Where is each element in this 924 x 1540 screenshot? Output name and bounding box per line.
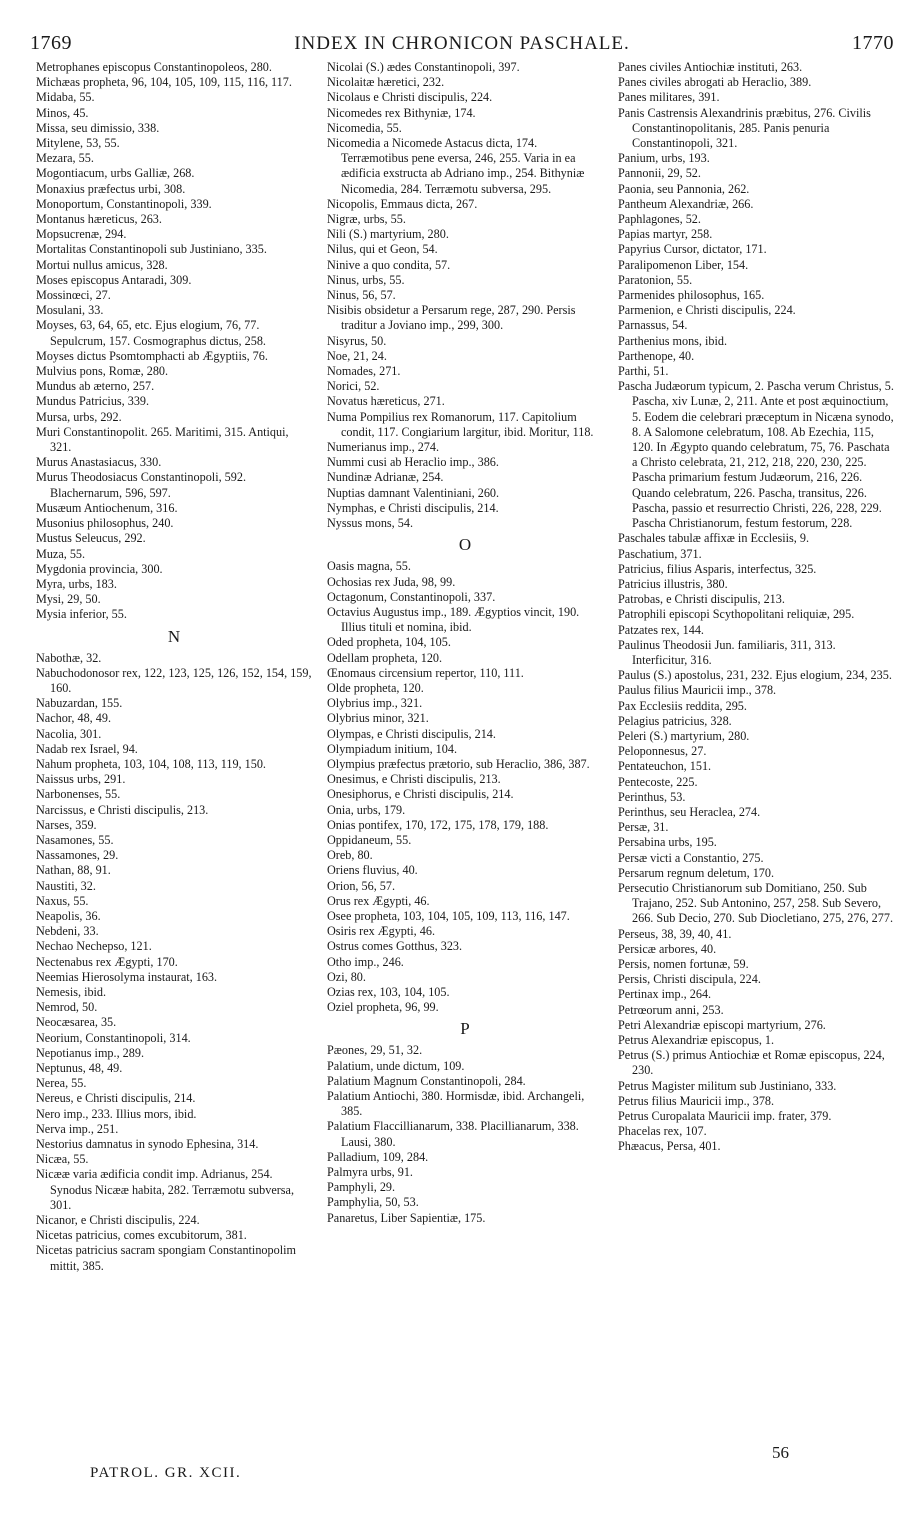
- index-entry: Neptunus, 48, 49.: [36, 1061, 123, 1075]
- index-entry: Olybrius imp., 321.: [327, 696, 423, 711]
- index-entry: Nicanor, e Christi discipulis, 224.: [36, 1213, 200, 1228]
- index-entry: Mortalitas Constantinopoli sub Justiniano, 335.: [36, 242, 267, 257]
- index-entry: Persicæ arbores, 40.: [618, 941, 717, 956]
- index-column-1: [36, 60, 312, 1460]
- index-entry: Mygdonia provincia, 300.: [36, 561, 163, 576]
- index-entry: Nicetas patricius sacram spongiam Constantinopolim mittit, 385.: [36, 1243, 296, 1273]
- index-entry: Narcissus, e Christi discipulis, 213.: [36, 802, 209, 817]
- index-entry: Mortui nullus amicus, 328.: [36, 257, 168, 272]
- index-entry: Ninus, 56, 57.: [327, 288, 396, 303]
- index-entry: Orus rex Ægypti, 46.: [327, 893, 430, 908]
- index-entry: Mursa, urbs, 292.: [36, 409, 122, 424]
- index-entry: Onias pontifex, 170, 172, 175, 178, 179, 188.: [327, 817, 549, 832]
- index-entry: Naustiti, 32.: [36, 878, 96, 893]
- index-entry: Papias martyr, 258.: [618, 227, 713, 242]
- index-entry: Naissus urbs, 291.: [36, 772, 126, 787]
- index-entry: Parmenion, e Christi discipulis, 224.: [618, 303, 796, 318]
- index-entry: Oriens fluvius, 40.: [327, 863, 418, 878]
- index-entry: Pax Ecclesiis reddita, 295.: [618, 698, 747, 713]
- index-entry: Nassamones, 29.: [36, 848, 119, 863]
- index-entry: Perinthus, 53.: [618, 789, 686, 804]
- index-entry: Peleri (S.) martyrium, 280.: [618, 728, 750, 743]
- index-entry: Pascha Judæorum typicum, 2. Pascha verum Christus, 5. Pascha, xiv Lunæ, 2, 211. Ante et post æquinoctium, 5. Eodem die celebrari præceptum in Nicæna synodo, 8. A Salomone celebratum, 108. Ab Ezechia, 115, 120. In Ægypto quando celebratum, 75, 76. Paschata a Christo celebrata, 21, 212, 218, 220, 230, 225. Pascha primarium festum Judæorum, 216, 226. Quando celebratum, 226. Pascha, transitus, 226. Pascha, passio et resurrectio Christi, 226, 228, 229. Pascha Christianorum, festum festorum, 228.: [618, 379, 894, 531]
- index-entry: Nisibis obsidetur a Persarum rege, 287, 290. Persis traditur a Joviano imp., 299, 300.: [327, 303, 576, 333]
- index-entry: Parthenius mons, ibid.: [618, 333, 728, 348]
- index-entry: Nicolaitæ hæretici, 232.: [327, 75, 445, 90]
- index-entry: Nicææ varia ædificia condit imp. Adrianus, 254. Synodus Nicææ habita, 282. Terræmotu subversa, 301.: [36, 1167, 295, 1212]
- index-entry: Pamphylia, 50, 53.: [327, 1195, 419, 1210]
- index-entry: Neorium, Constantinopoli, 314.: [36, 1030, 191, 1045]
- index-entry: Persæ victi a Constantio, 275.: [618, 850, 764, 865]
- page-title: INDEX IN CHRONICON PASCHALE.: [294, 33, 630, 54]
- index-entry: Neapolis, 36.: [36, 908, 101, 923]
- index-entry: Numerianus imp., 274.: [327, 440, 440, 455]
- index-entry: Nabothæ, 32.: [36, 650, 102, 665]
- index-entry: Perinthus, seu Heraclea, 274.: [618, 804, 761, 819]
- index-entry: Metrophanes episcopus Constantinopoleos, 280.: [36, 60, 272, 74]
- index-entry: Murus Anastasiacus, 330.: [36, 455, 162, 470]
- index-entry: Palatium, unde dictum, 109.: [327, 1058, 465, 1073]
- index-entry: Nyssus mons, 54.: [327, 516, 414, 531]
- index-entry: Oreb, 80.: [327, 848, 373, 863]
- index-entry: Paulus filius Mauricii imp., 378.: [618, 683, 777, 698]
- index-entry: Paratonion, 55.: [618, 272, 693, 287]
- index-entry: Nerea, 55.: [36, 1076, 87, 1091]
- index-entry: Pentateuchon, 151.: [618, 759, 712, 774]
- volume-footer: PATROL. GR. XCII.: [90, 1465, 242, 1481]
- page-number: 56: [772, 1443, 789, 1462]
- index-columns: [36, 60, 894, 1460]
- index-entry: Onia, urbs, 179.: [327, 802, 406, 817]
- index-column-2: [327, 60, 603, 1460]
- index-entry: Mitylene, 53, 55.: [36, 136, 120, 151]
- index-entry: Persarum regnum deletum, 170.: [618, 865, 775, 880]
- index-entry: Nerva imp., 251.: [36, 1121, 119, 1136]
- index-entry: Nomades, 271.: [327, 364, 401, 379]
- index-column-3: [618, 60, 894, 1460]
- index-entry: Paphlagones, 52.: [618, 212, 701, 227]
- index-entry: Oziel propheta, 96, 99.: [327, 1000, 439, 1015]
- index-entry: Nicomedes rex Bithyniæ, 174.: [327, 105, 476, 120]
- left-column-number: 1769: [30, 32, 72, 54]
- section-letter: N: [167, 626, 181, 646]
- index-entry: Nabuchodonosor rex, 122, 123, 125, 126, 152, 154, 159, 160.: [36, 665, 312, 695]
- index-entry: Ozias rex, 103, 104, 105.: [327, 984, 450, 999]
- index-entry: Ninive a quo condita, 57.: [327, 257, 451, 272]
- index-entry: Palmyra urbs, 91.: [327, 1165, 413, 1180]
- index-entry: Nuptias damnant Valentiniani, 260.: [327, 485, 500, 500]
- index-entry: Moses episcopus Antaradi, 309.: [36, 272, 192, 287]
- index-entry: Paulinus Theodosii Jun. familiaris, 311, 313. Interficitur, 316.: [618, 637, 836, 667]
- index-entry: Orion, 56, 57.: [327, 878, 396, 893]
- index-entry: Mogontiacum, urbs Galliæ, 268.: [36, 166, 195, 181]
- index-entry: Nilus, qui et Geon, 54.: [327, 242, 438, 257]
- index-entry: Patricius illustris, 380.: [618, 576, 728, 591]
- index-entry: Montanus hæreticus, 263.: [36, 212, 162, 227]
- index-entry: Olympius præfectus prætorio, sub Heraclio, 386, 387.: [327, 756, 590, 771]
- index-entry: Petrus Curopalata Mauricii imp. frater, 379.: [618, 1109, 832, 1124]
- section-letter: O: [458, 535, 472, 555]
- index-entry: Neemias Hierosolyma instaurat, 163.: [36, 969, 218, 984]
- index-entry: Nicomedia a Nicomede Astacus dicta, 174. Terræmotibus pene eversa, 246, 255. Varia in ea ædificia exstructa ab Adriano imp., 254. Bithyniæ Nicomedia, 284. Terræmotu subversa, 295.: [327, 136, 585, 196]
- index-entry: Petrus Alexandriæ episcopus, 1.: [618, 1033, 775, 1047]
- index-entry: Pamphyli, 29.: [327, 1180, 396, 1195]
- index-entry: Nemesis, ibid.: [36, 984, 107, 999]
- index-entry: Parmenides philosophus, 165.: [618, 288, 765, 303]
- index-entry: Olde propheta, 120.: [327, 680, 424, 695]
- index-entry: Onesimus, e Christi discipulis, 213.: [327, 772, 501, 787]
- index-entry: Nigræ, urbs, 55.: [327, 212, 406, 227]
- index-entry: Patzates rex, 144.: [618, 622, 704, 637]
- index-entry: Peloponnesus, 27.: [618, 744, 707, 759]
- page-header: [30, 32, 894, 56]
- index-entry: Nicolaus e Christi discipulis, 224.: [327, 90, 493, 105]
- index-entry: Moyses dictus Psomtomphacti ab Ægyptiis, 76.: [36, 348, 268, 363]
- index-entry: Pentecoste, 225.: [618, 774, 698, 789]
- index-entry: Norici, 52.: [327, 379, 380, 394]
- index-entry: Nicopolis, Emmaus dicta, 267.: [327, 196, 478, 211]
- index-entry: Odellam propheta, 120.: [327, 650, 443, 665]
- index-entry: Mysia inferior, 55.: [36, 607, 127, 622]
- index-entry: Palatium Flaccillianarum, 338. Placillianarum, 338. Lausi, 380.: [327, 1119, 579, 1149]
- index-entry: Mossinœci, 27.: [36, 288, 111, 303]
- index-entry: Nundinæ Adrianæ, 254.: [327, 470, 444, 485]
- index-entry: Ninus, urbs, 55.: [327, 272, 405, 287]
- index-entry: Olybrius minor, 321.: [327, 711, 429, 726]
- index-entry: Narses, 359.: [36, 817, 97, 832]
- index-entry: Olympiadum initium, 104.: [327, 741, 457, 756]
- index-entry: Monaxius præfectus urbi, 308.: [36, 181, 186, 196]
- index-entry: Pannonii, 29, 52.: [618, 166, 701, 181]
- index-entry: Nasamones, 55.: [36, 832, 114, 847]
- index-entry: Petrœorum anni, 253.: [618, 1002, 724, 1017]
- index-entry: Nicolai (S.) ædes Constantinopoli, 397.: [327, 60, 520, 74]
- index-entry: Ochosias rex Juda, 98, 99.: [327, 574, 456, 589]
- index-entry: Otho imp., 246.: [327, 954, 404, 969]
- index-entry: Phacelas rex, 107.: [618, 1124, 707, 1139]
- index-entry: Oded propheta, 104, 105.: [327, 635, 451, 650]
- index-entry: Octavius Augustus imp., 189. Ægyptios vincit, 190. Illius tituli et nomina, ibid.: [327, 604, 580, 635]
- index-entry: Palatium Antiochi, 380. Hormisdæ, ibid. Archangeli, 385.: [327, 1089, 585, 1119]
- index-entry: Nathan, 88, 91.: [36, 863, 111, 878]
- index-entry: Mundus Patricius, 339.: [36, 394, 150, 409]
- index-entry: Nymphas, e Christi discipulis, 214.: [327, 500, 499, 515]
- index-entry: Phæacus, Persa, 401.: [618, 1139, 721, 1154]
- index-entry: Paralipomenon Liber, 154.: [618, 257, 749, 272]
- index-entry: Patrobas, e Christi discipulis, 213.: [618, 592, 785, 607]
- index-entry: Paschatium, 371.: [618, 546, 702, 561]
- index-entry: Noe, 21, 24.: [327, 348, 387, 363]
- index-entry: Osee propheta, 103, 104, 105, 109, 113, 116, 147.: [327, 908, 570, 923]
- index-entry: Missa, seu dimissio, 338.: [36, 120, 160, 135]
- index-entry: Œnomaus circensium repertor, 110, 111.: [327, 665, 524, 680]
- index-entry: Oasis magna, 55.: [327, 559, 411, 574]
- index-entry: Mosulani, 33.: [36, 303, 104, 318]
- index-entry: Paschales tabulæ affixæ in Ecclesiis, 9.: [618, 531, 810, 546]
- index-entry: Panes civiles Antiochiæ instituti, 263.: [618, 60, 803, 74]
- index-entry: Nummi cusi ab Heraclio imp., 386.: [327, 455, 499, 470]
- index-entry: Onesiphorus, e Christi discipulis, 214.: [327, 787, 514, 802]
- index-entry: Nechao Nechepso, 121.: [36, 939, 152, 954]
- index-entry: Panium, urbs, 193.: [618, 151, 710, 166]
- index-entry: Panes militares, 391.: [618, 90, 720, 105]
- index-entry: Myra, urbs, 183.: [36, 576, 117, 591]
- index-entry: Nili (S.) martyrium, 280.: [327, 227, 449, 242]
- index-entry: Michæas propheta, 96, 104, 105, 109, 115, 116, 117.: [36, 75, 292, 90]
- index-entry: Neocæsarea, 35.: [36, 1015, 117, 1030]
- index-entry: Nebdeni, 33.: [36, 924, 99, 939]
- index-entry: Mulvius pons, Romæ, 280.: [36, 364, 169, 379]
- index-entry: Petri Alexandriæ episcopi martyrium, 276.: [618, 1017, 826, 1032]
- index-entry: Nicomedia, 55.: [327, 120, 402, 135]
- index-entry: Panes civiles abrogati ab Heraclio, 389.: [618, 75, 812, 90]
- section-letter: P: [460, 1019, 470, 1039]
- index-entry: Mundus ab æterno, 257.: [36, 379, 155, 394]
- index-entry: Nestorius damnatus in synodo Ephesina, 314.: [36, 1137, 259, 1152]
- index-entry: Midaba, 55.: [36, 90, 95, 105]
- index-entry: Pelagius patricius, 328.: [618, 713, 732, 728]
- index-entry: Ostrus comes Gotthus, 323.: [327, 939, 463, 954]
- index-entry: Petrus (S.) primus Antiochiæ et Romæ episcopus, 224, 230.: [618, 1048, 885, 1078]
- index-entry: Osiris rex Ægypti, 46.: [327, 924, 435, 939]
- index-entry: Monoportum, Constantinopoli, 339.: [36, 196, 212, 211]
- index-entry: Minos, 45.: [36, 105, 89, 120]
- index-entry: Mopsucrenæ, 294.: [36, 227, 127, 242]
- index-entry: Nemrod, 50.: [36, 1000, 98, 1015]
- index-entry: Muri Constantinopolit. 265. Maritimi, 315. Antiqui, 321.: [36, 424, 289, 455]
- index-entry: Parthenope, 40.: [618, 348, 695, 363]
- index-entry: Palladium, 109, 284.: [327, 1149, 429, 1164]
- index-entry: Muza, 55.: [36, 546, 86, 561]
- index-entry: Nisyrus, 50.: [327, 333, 387, 348]
- index-entry: Patrophili episcopi Scythopolitani reliquiæ, 295.: [618, 607, 855, 622]
- index-entry: Numa Pompilius rex Romanorum, 117. Capitolium condit, 117. Congiarium largitur, ibid. Moritur, 118.: [327, 409, 594, 439]
- index-entry: Nicetas patricius, comes excubitorum, 381.: [36, 1228, 247, 1243]
- index-entry: Paonia, seu Pannonia, 262.: [618, 181, 750, 196]
- index-entry: Papyrius Cursor, dictator, 171.: [618, 242, 767, 257]
- index-entry: Persecutio Christianorum sub Domitiano, 250. Sub Trajano, 252. Sub Antonino, 257, 258. Sub Severo, 266. Sub Decio, 270. Sub Diocletiano, 275, 276, 277.: [618, 880, 893, 926]
- index-entry: Mysi, 29, 50.: [36, 592, 101, 607]
- index-entry: Paulus (S.) apostolus, 231, 232. Ejus elogium, 234, 235.: [618, 668, 892, 683]
- index-entry: Nectenabus rex Ægypti, 170.: [36, 954, 178, 969]
- index-entry: Patricius, filius Asparis, interfectus, 325.: [618, 561, 817, 576]
- right-column-number: 1770: [851, 32, 894, 54]
- index-entry: Parnassus, 54.: [618, 318, 688, 333]
- index-entry: Musonius philosophus, 240.: [36, 516, 174, 531]
- index-entry: Petrus filius Mauricii imp., 378.: [618, 1093, 775, 1108]
- index-entry: Panaretus, Liber Sapientiæ, 175.: [327, 1210, 486, 1225]
- index-entry: Musæum Antiochenum, 316.: [36, 500, 178, 515]
- index-entry: Pantheum Alexandriæ, 266.: [618, 196, 754, 211]
- index-entry: Nadab rex Israel, 94.: [36, 741, 138, 756]
- index-entry: Murus Theodosiacus Constantinopoli, 592. Blachernarum, 596, 597.: [36, 470, 247, 500]
- index-entry: Persis, nomen fortunæ, 59.: [618, 956, 749, 971]
- index-entry: Perseus, 38, 39, 40, 41.: [618, 926, 732, 941]
- index-entry: Panis Castrensis Alexandrinis præbitus, 276. Civilis Constantinopolitanis, 285. Panis penuria Constantinopoli, 321.: [618, 105, 871, 151]
- index-entry: Mustus Seleucus, 292.: [36, 531, 146, 546]
- index-entry: Persis, Christi discipula, 224.: [618, 972, 761, 987]
- index-entry: Persæ, 31.: [618, 820, 669, 835]
- index-entry: Olympas, e Christi discipulis, 214.: [327, 726, 496, 741]
- index-entry: Naxus, 55.: [36, 893, 89, 908]
- index-entry: Palatium Magnum Constantinopoli, 284.: [327, 1073, 526, 1088]
- index-entry: Nepotianus imp., 289.: [36, 1045, 144, 1060]
- index-entry: Octagonum, Constantinopoli, 337.: [327, 589, 496, 604]
- index-entry: Pertinax imp., 264.: [618, 987, 712, 1002]
- index-entry: Moyses, 63, 64, 65, etc. Ejus elogium, 76, 77. Sepulcrum, 157. Cosmographus dictus, 258.: [36, 318, 266, 348]
- index-entry: Petrus Magister militum sub Justiniano, 333.: [618, 1078, 837, 1093]
- index-entry: Pæones, 29, 51, 32.: [327, 1043, 423, 1058]
- index-entry: Nahum propheta, 103, 104, 108, 113, 119, 150.: [36, 756, 266, 771]
- index-entry: Novatus hæreticus, 271.: [327, 394, 445, 409]
- index-entry: Ozi, 80.: [327, 969, 366, 984]
- index-entry: Parthi, 51.: [618, 364, 669, 379]
- index-entry: Nicæa, 55.: [36, 1152, 89, 1167]
- index-entry: Persabina urbs, 195.: [618, 835, 717, 850]
- index-entry: Narbonenses, 55.: [36, 787, 121, 802]
- index-entry: Mezara, 55.: [36, 151, 94, 166]
- index-entry: Nero imp., 233. Illius mors, ibid.: [36, 1106, 197, 1121]
- index-entry: Nereus, e Christi discipulis, 214.: [36, 1091, 196, 1106]
- index-entry: Nachor, 48, 49.: [36, 711, 111, 726]
- index-entry: Oppidaneum, 55.: [327, 832, 412, 847]
- index-entry: Nacolia, 301.: [36, 726, 102, 741]
- index-entry: Nabuzardan, 155.: [36, 696, 123, 711]
